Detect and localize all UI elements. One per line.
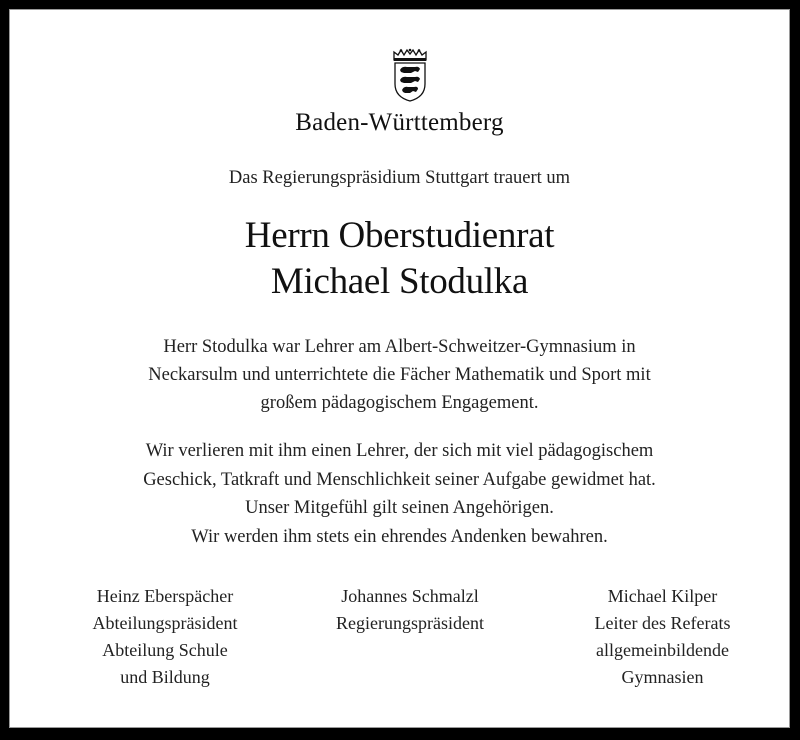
signatory-role: Abteilung Schule	[102, 640, 228, 660]
signatory-role: Regierungspräsident	[336, 613, 484, 633]
signatory-name: Michael Kilper	[607, 586, 718, 606]
deceased-title: Herrn Oberstudienrat	[244, 215, 555, 256]
deceased-name: Michael Stodulka	[270, 261, 529, 302]
signatory-role: allgemeinbildende	[596, 640, 729, 660]
signatory-role: Gymnasien	[621, 667, 704, 687]
paragraph-line: Geschick, Tatkraft und Menschlichkeit seiner Aufgabe gewidmet hat.	[143, 469, 656, 490]
paragraph-line: Wir verlieren mit ihm einen Lehrer, der sich mit viel pädagogischem	[145, 441, 654, 461]
obituary-notice	[9, 9, 790, 728]
biography-paragraph	[10, 333, 789, 417]
signatory-kilper	[535, 583, 790, 691]
paragraph-line: Wir werden ihm stets ein ehrendes Andenken bewahren.	[191, 526, 608, 547]
deceased-name-heading	[10, 213, 789, 305]
condolence-paragraph	[10, 437, 789, 551]
state-name: Baden-Württemberg	[295, 109, 504, 136]
signatory-name: Johannes Schmalzl	[341, 586, 479, 606]
signatory-eberspaecher	[40, 583, 290, 691]
signatory-schmalzl	[285, 583, 535, 637]
paragraph-line: Herr Stodulka war Lehrer am Albert-Schweitzer-Gymnasium in	[163, 337, 636, 357]
intro-text: Das Regierungspräsidium Stuttgart trauert um	[228, 168, 571, 188]
signatory-role: und Bildung	[120, 667, 210, 687]
paragraph-line: großem pädagogischem Engagement.	[260, 393, 539, 413]
signatory-name: Heinz Eberspächer	[96, 586, 234, 606]
coat-of-arms-icon	[391, 48, 429, 102]
signatory-role: Leiter des Referats	[594, 613, 731, 633]
paragraph-line: Unser Mitgefühl gilt seinen Angehörigen.	[245, 498, 554, 518]
signatory-role: Abteilungspräsident	[92, 613, 238, 633]
paragraph-line: Neckarsulm und unterrichtete die Fächer Mathematik und Sport mit	[148, 365, 651, 385]
